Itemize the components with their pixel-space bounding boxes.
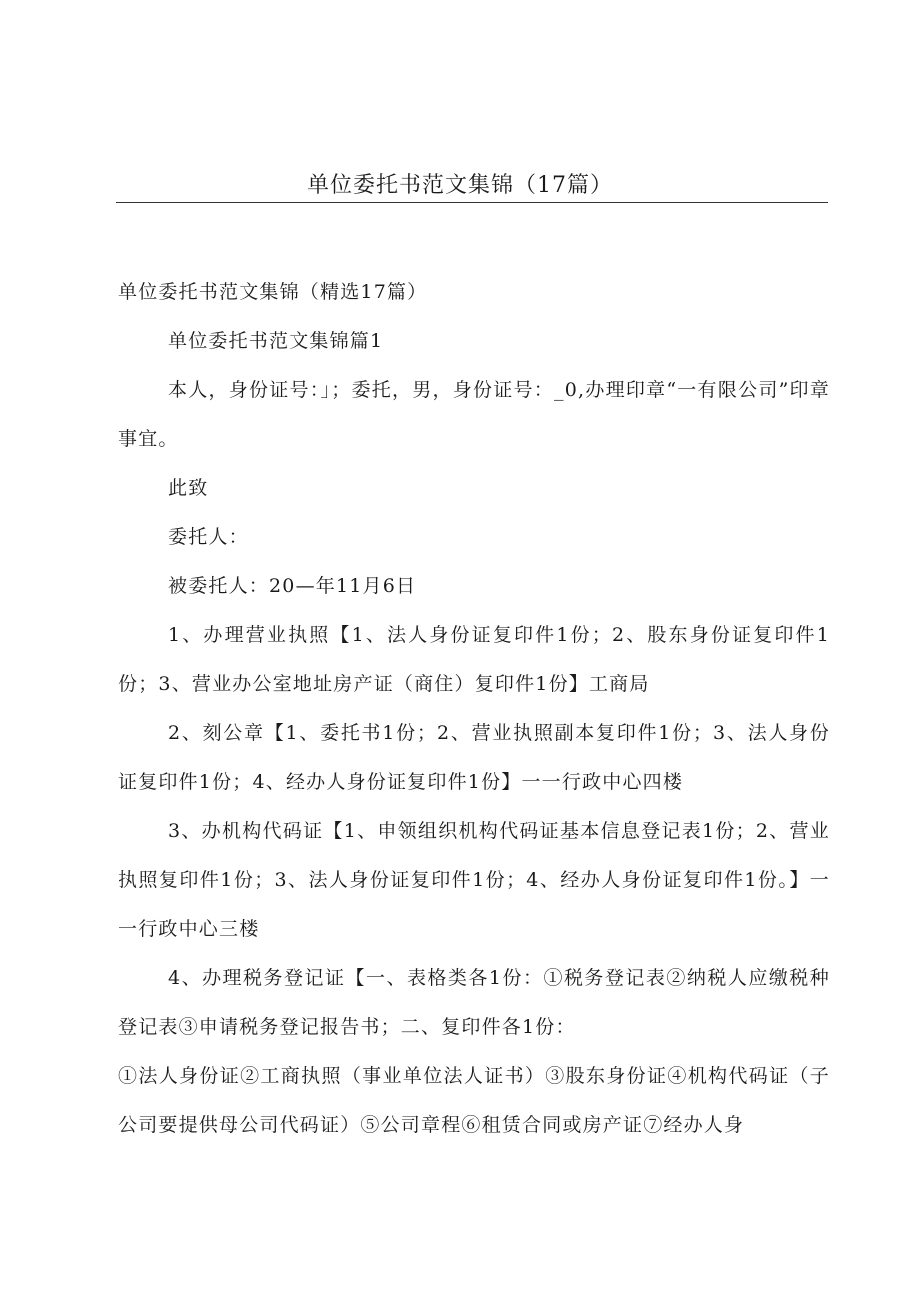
paragraph-item-4-continued: ①法人身份证②工商执照（事业单位法人证书）③股东身份证④机构代码证（子公司要提供母公司代码证）⑤公司章程⑥租赁合同或房产证⑦经办人身 [118,1065,830,1136]
paragraph-closing: 此致 [168,477,209,499]
paragraph-item-3: 3、办机构代码证【1、申领组织机构代码证基本信息登记表1份；2、营业执照复印件1份；3、法人身份证复印件1份；4、经办人身份证复印件1份。】一一行政中心三楼 [118,820,830,940]
paragraph-principal: 委托人： [168,526,249,548]
document-title: 单位委托书范文集锦（17篇） [307,173,613,198]
paragraph-agent-date: 被委托人：20—年11月6日 [168,575,417,597]
paragraph-item-2: 2、刻公章【1、委托书1份；2、营业执照副本复印件1份；3、法人身份证复印件1份；4、经办人身份证复印件1份】一一行政中心四楼 [118,722,830,793]
paragraph-item-4: 4、办理税务登记证【一、表格类各1份：①税务登记表②纳税人应缴税种登记表③申请税务登记报告书；二、复印件各1份： [118,967,830,1038]
document-body [118,268,830,1150]
paragraph-item-1: 1、办理营业执照【1、法人身份证复印件1份；2、股东身份证复印件1份；3、营业办公室地址房产证（商住）复印件1份】工商局 [118,624,830,695]
document-subtitle: 单位委托书范文集锦（精选17篇） [118,281,428,303]
paragraph-statement: 本人，身份证号：」；委托，男，身份证号：_0,办理印章“一有限公司”印章事宜。 [118,379,830,450]
section-heading: 单位委托书范文集锦篇1 [168,330,384,352]
title-underline [116,202,828,203]
